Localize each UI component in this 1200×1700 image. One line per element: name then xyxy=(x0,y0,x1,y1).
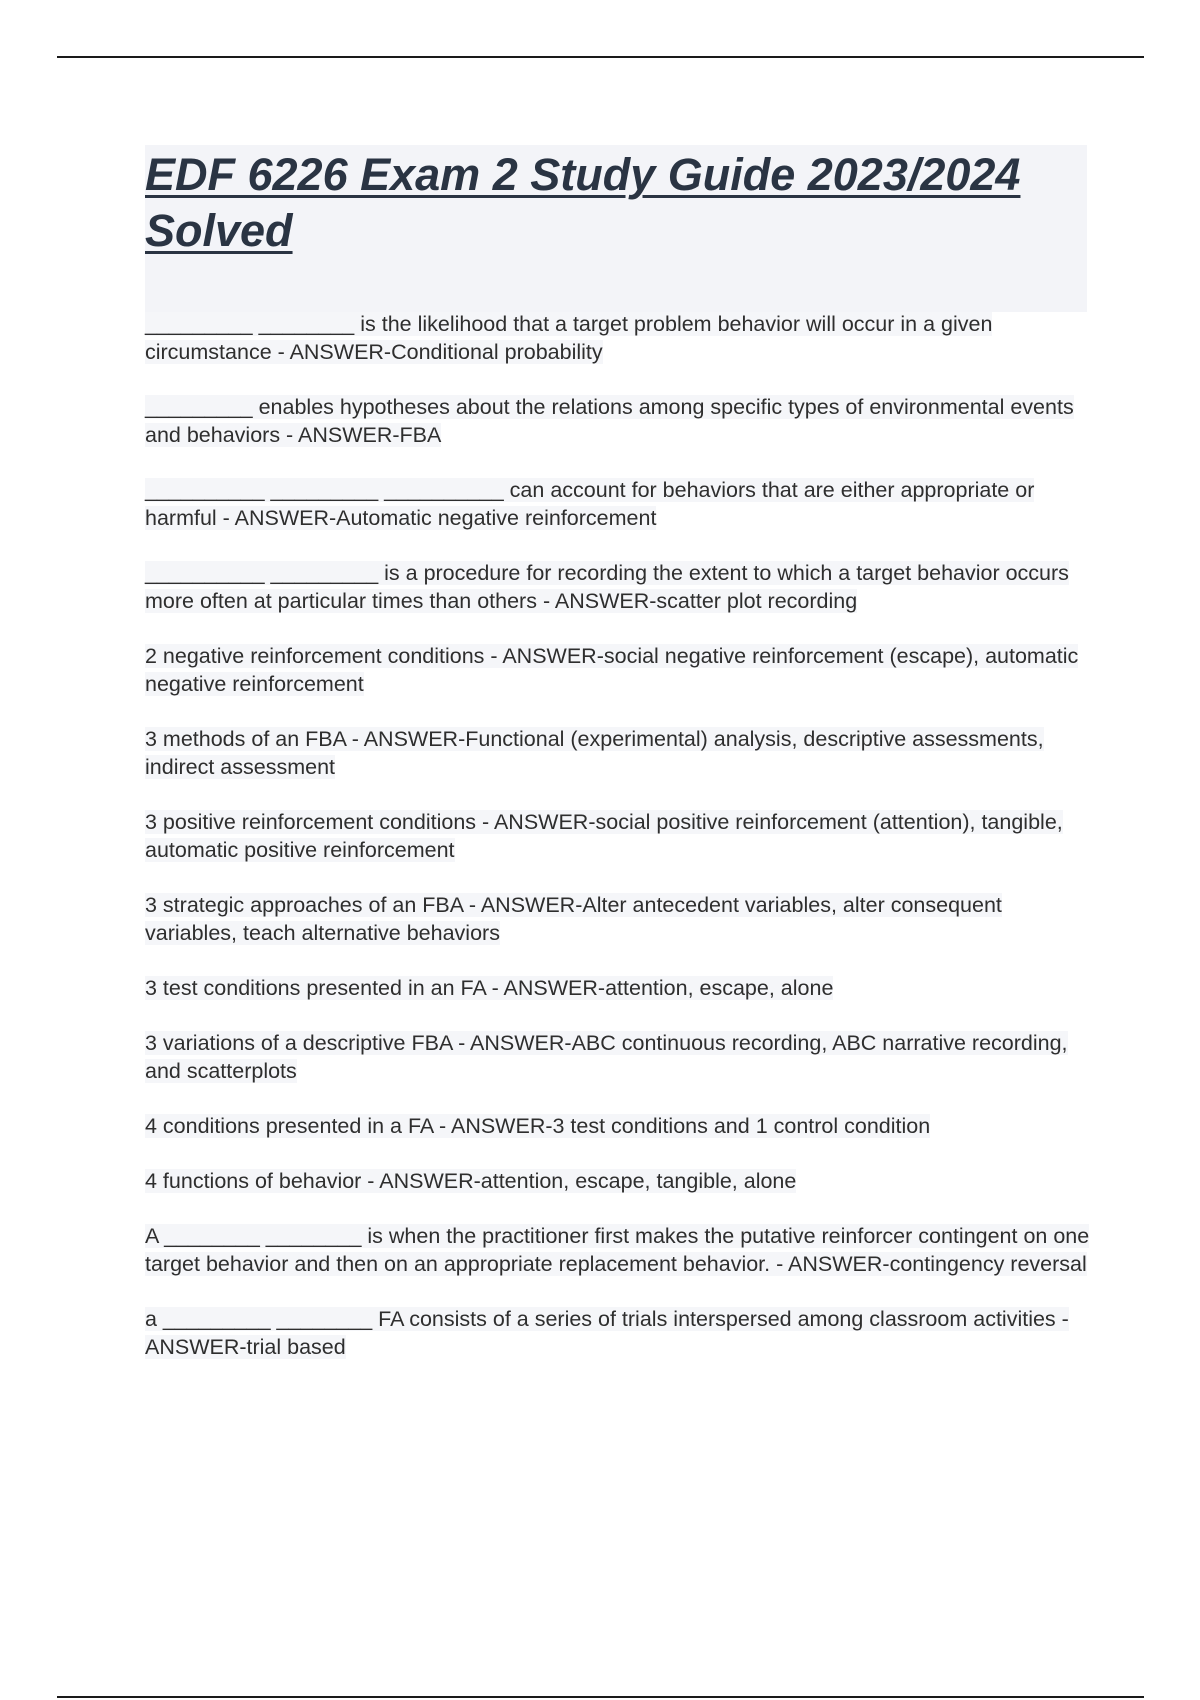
qa-item-text: A ________ ________ is when the practitioner first makes the putative reinforcer contingent on one target behavior and then on an appropriate replacement behavior. - ANSWER-contingency reversal xyxy=(145,1224,1090,1276)
qa-item-9 xyxy=(145,974,1095,1002)
qa-item-text: 2 negative reinforcement conditions - ANSWER-social negative reinforcement (escape), automatic negative reinforcement xyxy=(145,644,1079,696)
qa-item-1 xyxy=(145,310,1095,366)
qa-item-13 xyxy=(145,1222,1095,1278)
qa-item-text: _________ ________ is the likelihood that a target problem behavior will occur in a given circumstance - ANSWER-Conditional probability xyxy=(145,312,993,364)
qa-item-3 xyxy=(145,476,1095,532)
qa-item-7 xyxy=(145,808,1095,864)
document-title: EDF 6226 Exam 2 Study Guide 2023/2024 Solved xyxy=(145,149,1021,256)
qa-item-text: 3 methods of an FBA - ANSWER-Functional (experimental) analysis, descriptive assessments, indirect assessment xyxy=(145,727,1044,779)
qa-item-text: a _________ ________ FA consists of a series of trials interspersed among classroom activities - ANSWER-trial based xyxy=(145,1307,1069,1359)
qa-item-4 xyxy=(145,559,1095,615)
qa-item-text: _________ enables hypotheses about the relations among specific types of environmental events and behaviors - ANSWER-FBA xyxy=(145,395,1074,447)
qa-item-8 xyxy=(145,891,1095,947)
qa-item-text: 4 conditions presented in a FA - ANSWER-3 test conditions and 1 control condition xyxy=(145,1114,931,1138)
qa-item-14 xyxy=(145,1305,1095,1361)
qa-item-text: __________ _________ is a procedure for recording the extent to which a target behavior occurs more often at particular times than others - ANSWER-scatter plot recording xyxy=(145,561,1069,613)
bottom-rule xyxy=(57,1696,1144,1698)
qa-item-text: 4 functions of behavior - ANSWER-attention, escape, tangible, alone xyxy=(145,1169,797,1193)
qa-item-2 xyxy=(145,393,1095,449)
qa-list xyxy=(145,310,1095,1388)
qa-item-6 xyxy=(145,725,1095,781)
top-rule xyxy=(57,56,1144,58)
qa-item-11 xyxy=(145,1112,1095,1140)
qa-item-text: 3 positive reinforcement conditions - ANSWER-social positive reinforcement (attention), tangible, automatic positive reinforcement xyxy=(145,810,1063,862)
qa-item-text: 3 strategic approaches of an FBA - ANSWER-Alter antecedent variables, alter consequent variables, teach alternative behaviors xyxy=(145,893,1002,945)
qa-item-text: 3 variations of a descriptive FBA - ANSWER-ABC continuous recording, ABC narrative recording, and scatterplots xyxy=(145,1031,1068,1083)
qa-item-10 xyxy=(145,1029,1095,1085)
title-block xyxy=(145,145,1087,312)
qa-item-5 xyxy=(145,642,1095,698)
qa-item-text: 3 test conditions presented in an FA - ANSWER-attention, escape, alone xyxy=(145,976,834,1000)
qa-item-text: __________ _________ __________ can account for behaviors that are either appropriate or harmful - ANSWER-Automatic negative reinforcement xyxy=(145,478,1035,530)
qa-item-12 xyxy=(145,1167,1095,1195)
